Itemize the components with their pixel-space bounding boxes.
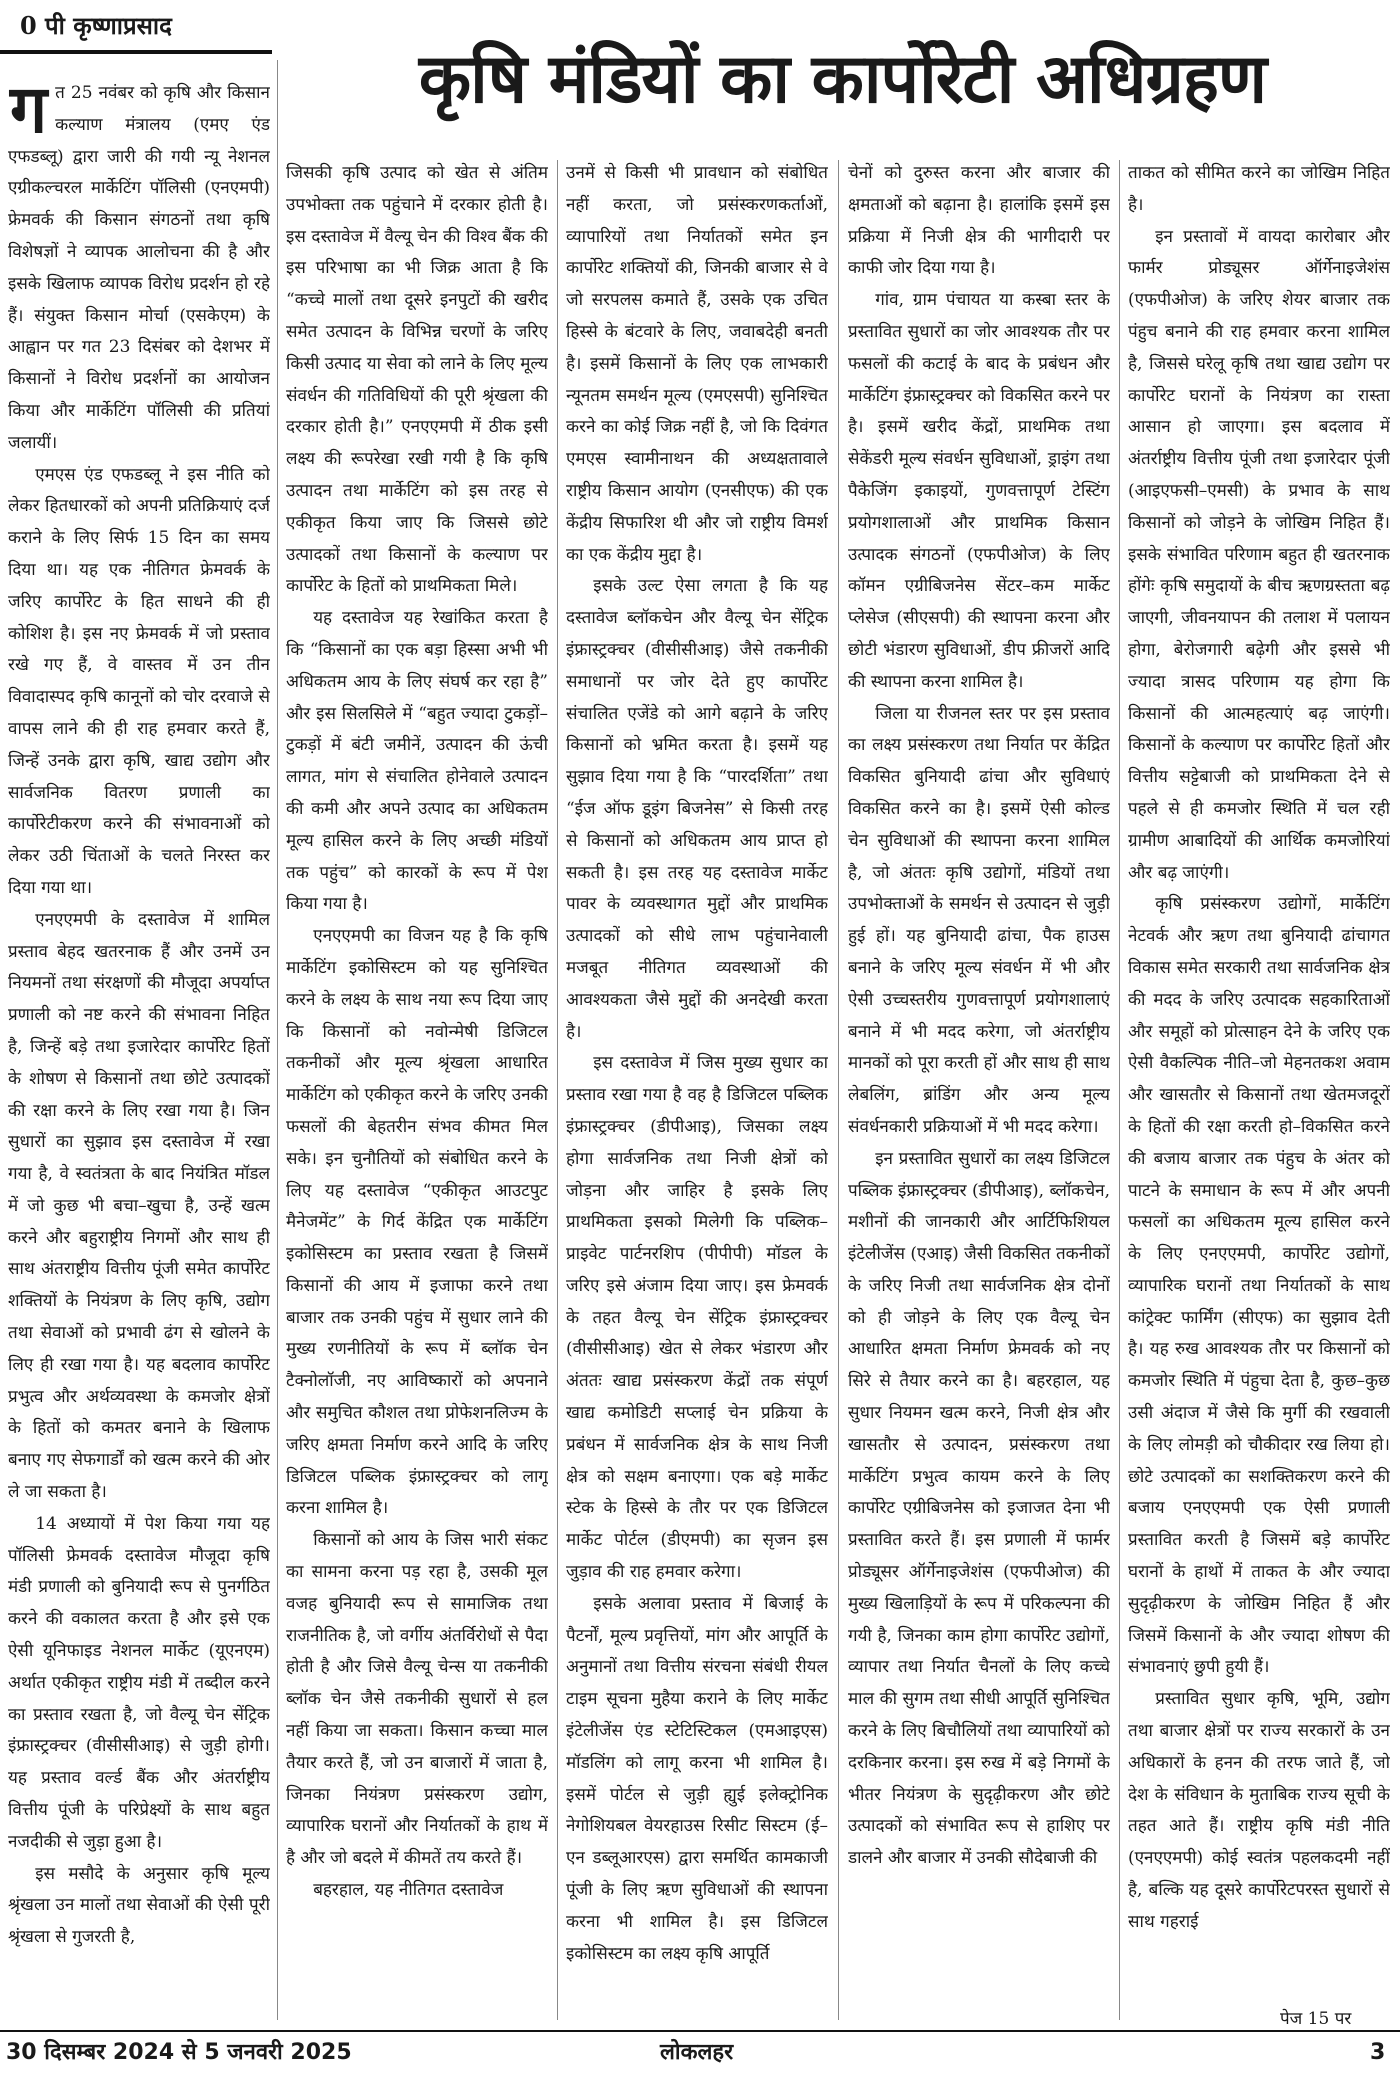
- column-divider: [557, 160, 558, 2020]
- article-column-5: [1128, 158, 1390, 2000]
- page-number: 3: [1370, 2040, 1386, 2065]
- paragraph: प्रस्तावित सुधार कृषि, भूमि, उद्योग तथा बाजार क्षेत्रों पर राज्य सरकारों के उन अधिकारों के हनन की तरफ जाते हैं, जो देश के संविधान के मुताबिक राज्य सूची के तहत आते हैं। राष्ट्रीय कृषि मंडी नीति (एनएएमपी) कोई स्वतंत्र पहलकदमी नहीं है, बल्कि यह दूसरे कार्पोरेटपरस्त सुधारों से साथ गहराई: [1128, 1689, 1390, 1932]
- paragraph: चेनों को दुरुस्त करना और बाजार की क्षमताओं को बढ़ाना है। हालांकि इसमें इस प्रक्रिया में निजी क्षेत्र की भागीदारी पर काफी जोर दिया गया है।: [848, 163, 1110, 279]
- paragraph: इसके उल्ट ऐसा लगता है कि यह दस्तावेज ब्लॉकचेन और वैल्यू चेन सेंट्रिक इंफ्रास्ट्रक्चर (वीसीसीआइ) जैसे तकनीकी समाधानों पर जोर देते हुए कार्पोरेट संचालित एजेंडे को आगे बढ़ाने के जरिए किसानों को भ्रमित करता है। इसमें यह सुझाव दिया गया है कि “पारदर्शिता” तथा “ईज ऑफ डूइंग बिजनेस” से किसी तरह से किसानों को अधिकतम आय प्राप्त हो सकती है। इस तरह यह दस्तावेज मार्केट पावर के व्यवस्थागत मुद्दों और प्राथमिक उत्पादकों को सीधे लाभ पहुंचानेवाली मजबूत नीतिगत व्यवस्थाओं की आवश्यकता जैसे मुद्दों की अनदेखी करता है।: [566, 576, 828, 1042]
- paragraph-text: त 25 नवंबर को कृषि और किसान कल्याण मंत्रालय (एमए एंड एफडब्लू) द्वारा जारी की गयी न्यू नेशनल एग्रीकल्चरल मार्केटिंग पॉलिसी (एनएमपी) फ्रेमवर्क की किसान संगठनों तथा कृषि विशेषज्ञों ने व्यापक आलोचना की है और इसके खिलाफ व्यापक विरोध प्रदर्शन हो रहे हैं। संयुक्त किसान मोर्चा (एसकेएम) के आह्वान पर गत 23 दिसंबर को देशभर में किसानों ने विरोध प्रदर्शनों का आयोजन किया और मार्केटिंग पॉलिसी की प्रतियां जलायीं।: [8, 83, 270, 453]
- drop-cap: ग: [10, 78, 48, 148]
- article-column-4: [848, 158, 1110, 2000]
- paragraph: इस मसौदे के अनुसार कृषि मूल्य श्रृंखला उन मालों तथा सेवाओं की ऐसी पूरी श्रृंखला से गुजरती है,: [8, 1863, 270, 1948]
- issue-date: 30 दिसम्बर 2024 से 5 जनवरी 2025: [6, 2040, 352, 2065]
- paragraph: एनएएमपी का विजन यह है कि कृषि मार्केटिंग इकोसिस्टम को यह सुनिश्चित करने के लक्ष्य के साथ नया रूप दिया जाए कि किसानों को नवोन्मेषी डिजिटल तकनीकों और मूल्य श्रृंखला आधारित मार्केटिंग को एकीकृत करने के जरिए उनकी फसलों की बेहतरीन संभव कीमत मिल सके। इन चुनौतियों को संबोधित करने के लिए यह दस्तावेज “एकीकृत आउटपुट मैनेजमेंट” के गिर्द केंद्रित एक मार्केटिंग इकोसिस्टम का प्रस्ताव रखता है जिसमें किसानों की आय में इजाफा करने तथा बाजार तक उनकी पहुंच में सुधार लाने की मुख्य रणनीतियों के रूप में ब्लॉक चेन टैक्नोलॉजी, नए आविष्कारों को अपनाने और समुचित कौशल तथा प्रोफेशनलिज्म के जरिए क्षमता निर्माण करने आदि के जरिए डिजिटल पब्लिक इंफ्रास्ट्रक्चर को लागू करना शामिल है।: [286, 926, 548, 1519]
- column-divider: [277, 60, 278, 2020]
- paragraph: जिला या रीजनल स्तर पर इस प्रस्ताव का लक्ष्य प्रसंस्करण तथा निर्यात पर केंद्रित विकसित बुनियादी ढांचा और सुविधाएं विकसित करने का है। इसमें ऐसी कोल्ड चेन सुविधाओं की स्थापना करना शामिल है, जो अंततः कृषि उद्योगों, मंडियों तथा उपभोक्ताओं के समर्थन से उत्पादन से जुड़ी हुई हों। यह बुनियादी ढांचा, पैक हाउस बनाने के जरिए मूल्य संवर्धन में भी और ऐसी उच्चस्तरीय गुणवत्तापूर्ण प्रयोगशालाएं बनाने में भी मदद करेगा, जो अंतर्राष्ट्रीय मानकों को पूरा करती हों और साथ ही साथ लेबलिंग, ब्रांडिंग और अन्य मूल्य संवर्धनकारी प्रक्रियाओं में भी मदद करेगा।: [848, 703, 1110, 1137]
- article-column-3: [566, 158, 828, 2000]
- paragraph: यह दस्तावेज यह रेखांकित करता है कि “किसानों का एक बड़ा हिस्सा अभी भी अधिकतम आय के लिए संघर्ष कर रहा है” और इस सिलसिले में “बहुत ज्यादा टुकड़ों–टुकड़ों में बंटी जमीनें, उत्पादन की ऊंची लागत, मांग से संचालित होनेवाले उत्पादन की कमी और अपने उत्पाद का अधिकतम मूल्य हासिल करने के लिए अच्छी मंडियों तक पहुंच” को कारकों के रूप में पेश किया गया है।: [286, 608, 548, 915]
- paragraph: इसके अलावा प्रस्ताव में बिजाई के पैटर्नों, मूल्य प्रवृत्तियों, मांग और आपूर्ति के अनुमानों तथा वित्तीय संरचना संबंधी रीयल टाइम सूचना मुहैया कराने के लिए मार्केट इंटेलीजेंस एंड स्टेटिस्टिकल (एमआइएस) मॉडलिंग को लागू करना भी शामिल है। इसमें पोर्टल से जुड़ी ह्युई इलेक्ट्रोनिक नेगोशियबल वेयरहाउस रिसीट सिस्टम (ई–एन डब्लूआरएस) द्वारा समर्थित कामकाजी पूंजी के लिए ऋण सुविधाओं की स्थापना करना भी शामिल है। इस डिजिटल इकोसिस्टम का लक्ष्य कृषि आपूर्ति: [566, 1593, 828, 1964]
- paragraph: एनएएमपी के दस्तावेज में शामिल प्रस्ताव बेहद खतरनाक हैं और उनमें उन नियमनों तथा संरक्षणों की मौजूदा अपर्याप्त प्रणाली को नष्ट करने की संभावना निहित है, जिन्हें बड़े तथा इजारेदार कार्पोरेट हितों के शोषण से किसानों तथा छोटे उत्पादकों की रक्षा करने के लिए रखा गया है। जिन सुधारों का सुझाव इस दस्तावेज में रखा गया है, वे स्वतंत्रता के बाद नियंत्रित मॉडल में जो कुछ भी बचा–खुचा है, उन्हें खत्म करने और बहुराष्ट्रीय निगमों और साथ ही साथ अंतराष्ट्रीय वित्तीय पूंजी समेत कार्पोरेट शक्तियों के नियंत्रण के लिए कृषि, उद्योग तथा सेवाओं को प्रभावी ढंग से खोलने के लिए ही रखा गया है। यह बदलाव कार्पोरेट प्रभुत्व और अर्थव्यवस्था के कमजोर क्षेत्रों के हितों को कमतर बनाने के खिलाफ बनाए गए सेफगार्डों को खत्म करने की ओर ले जा सकता है।: [8, 909, 270, 1503]
- byline-rule: [0, 50, 272, 54]
- column-divider: [838, 160, 839, 2020]
- author-byline: 0 पी कृष्णाप्रसाद: [20, 11, 172, 40]
- publication-name: लोकलहर: [660, 2040, 734, 2065]
- article-headline: कृषि मंडियों का कार्पोरेटी अधिग्रहण: [418, 40, 1267, 119]
- paragraph: गांव, ग्राम पंचायत या कस्बा स्तर के प्रस्तावित सुधारों का जोर आवश्यक तौर पर फसलों की कटाई के बाद के प्रबंधन और मार्केटिंग इंफ्रास्ट्रक्चर को विकसित करने पर है। इसमें खरीद केंद्रों, प्राथमिक तथा सेकेंडरी मूल्य संवर्धन सुविधाओं, ड्राइंग तथा पैकेजिंग इकाइयों, गुणवत्तापूर्ण टेस्टिंग प्रयोगशालाओं और प्राथमिक किसान उत्पादक संगठनों (एफपीओज) के लिए कॉमन एग्रीबिजनेस सेंटर–कम मार्केट प्लेसेज (सीएसपी) की स्थापना करना और छोटी भंडारण सुविधाओं, डीप फ्रीजरों आदि की स्थापना करना शामिल है।: [848, 290, 1110, 692]
- paragraph: किसानों को आय के जिस भारी संकट का सामना करना पड़ रहा है, उसकी मूल वजह बुनियादी रूप से सामाजिक तथा राजनीतिक है, जो वर्गीय अंतर्विरोधों से पैदा होती है और जिसे वैल्यू चेन्स या तकनीकी ब्लॉक चेन जैसे तकनीकी सुधारों से हल नहीं किया जा सकता। किसान कच्चा माल तैयार करते हैं, जो उन बाजारों में जाता है, जिनका नियंत्रण प्रसंस्करण उद्योग, व्यापारिक घरानों और निर्यातकों के हाथ में है और जो बदले में कीमतें तय करते हैं।: [286, 1530, 548, 1869]
- paragraph: ताकत को सीमित करने का जोखिम निहित है।: [1128, 163, 1390, 215]
- continuation-note: पेज 15 पर: [1280, 2009, 1352, 2029]
- column-divider: [1119, 160, 1120, 2020]
- paragraph: उनमें से किसी भी प्रावधान को संबोधित नहीं करता, जो प्रसंस्करणकर्ताओं, व्यापारियों तथा निर्यातकों समेत इन कार्पोरेट शक्तियों की, जिनकी बाजार से वे जो सरपलस कमाते हैं, उसके एक उचित हिस्से के बंटवारे के लिए, जवाबदेही बनती है। इसमें किसानों के लिए एक लाभकारी न्यूनतम समर्थन मूल्य (एमएसपी) सुनिश्चित करने का कोई जिक्र नहीं है, जो कि दिवंगत एमएस स्वामीनाथन की अध्यक्षतावाले राष्ट्रीय किसान आयोग (एनसीएफ) की एक केंद्रीय सिफारिश थी और जो राष्ट्रीय विमर्श का एक केंद्रीय मुद्दा है।: [566, 163, 828, 565]
- paragraph: [8, 78, 270, 460]
- paragraph: इन प्रस्तावित सुधारों का लक्ष्य डिजिटल पब्लिक इंफ्रास्ट्रक्चर (डीपीआइ), ब्लॉकचेन, मशीनों की जानकारी और आर्टिफिशियल इंटेलीजेंस (एआइ) जैसी विकसित तकनीकों के जरिए निजी तथा सार्वजनिक क्षेत्र दोनों को ही जोड़ने के लिए एक वैल्यू चेन आधारित क्षमता निर्माण फ्रेमवर्क को नए सिरे से तैयार करने का है। बहरहाल, यह सुधार नियमन खत्म करने, निजी क्षेत्र और खासतौर से उत्पादन, प्रसंस्करण तथा मार्केटिंग प्रभुत्व कायम करने के लिए कार्पोरेट एग्रीबिजनेस को इजाजत देना भी प्रस्तावित करते हैं। इस प्रणाली में फार्मर प्रोड्यूसर ऑर्गेनाइजेशंस (एफपीओज) की मुख्य खिलाड़ियों के रूप में परिकल्पना की गयी है, जिनका काम होगा कार्पोरेट उद्योगों, व्यापार तथा निर्यात चैनलों के लिए कच्चे माल की सुगम तथा सीधी आपूर्ति सुनिश्चित करने के लिए बिचौलियों तथा व्यापारियों को दरकिनार करना। इस रुख में बड़े निगमों के भीतर नियंत्रण के सुदृढ़ीकरण और छोटे उत्पादकों को संभावित रूप से हाशिए पर डालने और बाजार में उनकी सौदेबाजी की: [848, 1148, 1110, 1869]
- paragraph: इस दस्तावेज में जिस मुख्य सुधार का प्रस्ताव रखा गया है वह है डिजिटल पब्लिक इंफ्रास्ट्रक्चर (डीपीआइ), जिसका लक्ष्य होगा सार्वजनिक तथा निजी क्षेत्रों को जोड़ना और जाहिर है इसके लिए प्राथमिकता इसको मिलेगी कि पब्लिक–प्राइवेट पार्टनरशिप (पीपीपी) मॉडल के जरिए इसे अंजाम दिया जाए। इस फ्रेमवर्क के तहत वैल्यू चेन सेंट्रिक इंफ्रास्ट्रक्चर (वीसीसीआइ) खेत से लेकर भंडारण और अंततः खाद्य प्रसंस्करण केंद्रों तक संपूर्ण खाद्य कमोडिटी सप्लाई चेन प्रक्रिया के प्रबंधन में सार्वजनिक क्षेत्र के साथ निजी क्षेत्र को सक्षम बनाएगा। एक बड़े मार्केट स्टेक के हिस्से के तौर पर एक डिजिटल मार्केट पोर्टल (डीएमपी) का सृजन इस जुड़ाव की राह हमवार करेगा।: [566, 1053, 828, 1583]
- article-column-1: [8, 78, 270, 2000]
- paragraph: इन प्रस्तावों में वायदा कारोबार और फार्मर प्रोड्यूसर ऑर्गेनाइजेशंस (एफपीओज) के जरिए शेयर बाजार तक पंहुच बनाने की राह हमवार करना शामिल है, जिससे घरेलू कृषि तथा खाद्य उद्योग पर कार्पोरेट घरानों के नियंत्रण का रास्ता आसान हो जाएगा। इस बदलाव में अंतर्राष्ट्रीय वित्तीय पूंजी तथा इजारेदार पूंजी (आइएफसी–एमसी) के प्रभाव के साथ किसानों को जोड़ने के जोखिम निहित हैं। इसके संभावित परिणाम बहुत ही खतरनाक होंगेः कृषि समुदायों के बीच ऋणग्रस्तता बढ़ जाएगी, जीवनयापन की तलाश में पलायन होगा, बेरोजगारी बढ़ेगी और इससे भी ज्यादा त्रासद परिणाम यह होगा कि किसानों की आत्महत्याएं बढ़ जाएंगी। किसानों के कल्याण पर कार्पोरेट हितों और वित्तीय सट्टेबाजी को प्राथमिकता देने से पहले से ही कमजोर स्थिति में चल रही ग्रामीण आबादियों की आर्थिक कमजोरियां और बढ़ जाएंगी।: [1128, 226, 1390, 883]
- article-column-2: [286, 158, 548, 2000]
- paragraph: बहरहाल, यह नीतिगत दस्तावेज: [313, 1880, 504, 1901]
- paragraph: कृषि प्रसंस्करण उद्योगों, मार्केटिंग नेटवर्क और ऋण तथा बुनियादी ढांचागत विकास समेत सरकारी तथा सार्वजनिक क्षेत्र की मदद के जरिए उत्पादक सहकारिताओं और समूहों को प्रोत्साहन देने के जरिए एक ऐसी वैकल्पिक नीति–जो मेहनतकश अवाम और खासतौर से किसानों तथा खेतमजदूरों के हितों की रक्षा करती हो–विकसित करने की बजाय बाजार तक पंहुच के अंतर को पाटने के समाधान के रूप में और अपनी फसलों का अधिकतम मूल्य हासिल करने के लिए एनएएमपी, कार्पोरेट उद्योगों, व्यापारिक घरानों तथा निर्यातकों के साथ कांट्रेक्ट फार्मिंग (सीएफ) का सुझाव देती है। यह रुख आवश्यक तौर पर किसानों को कमजोर स्थिति में पंहुचा देता है, कुछ–कुछ उसी अंदाज में जैसे कि मुर्गी की रखवाली के लिए लोमड़ी को चौकीदार रख लिया हो। छोटे उत्पादकों का सशक्तिकरण करने की बजाय एनएएमपी एक ऐसी प्रणाली प्रस्तावित करती है जिसमें बड़े कार्पोरेट घरानों के हाथों में ताकत के और ज्यादा सुदृढ़ीकरण के जोखिम निहित हैं और जिसमें किसानों के और ज्यादा शोषण की संभावनाएं छुपी हुयी हैं।: [1128, 894, 1390, 1678]
- paragraph: एमएस एंड एफडब्लू ने इस नीति को लेकर हितधारकों को अपनी प्रतिक्रियाएं दर्ज कराने के लिए सिर्फ 15 दिन का समय दिया था। यह एक नीतिगत फ्रेमवर्क के जरिए कार्पोरेट के हित साधने की ही कोशिश है। इस नए फ्रेमवर्क में जो प्रस्ताव रखे गए हैं, वे वास्तव में उन तीन विवादास्पद कृषि कानूनों को चोर दरवाजे से वापस लाने की ही राह हमवार करते हैं, जिन्हें उनके द्वारा कृषि, खाद्य उद्योग और सार्वजनिक वितरण प्रणाली का कार्पोरेटीकरण करने की संभावनाओं को लेकर उठी चिंताओं के चलते निरस्त कर दिया गया था।: [8, 464, 270, 898]
- paragraph: 14 अध्यायों में पेश किया गया यह पॉलिसी फ्रेमवर्क दस्तावेज मौजूदा कृषि मंडी प्रणाली को बुनियादी रूप से पुनर्गठित करने की वकालत करता है और इसे एक ऐसी यूनिफाइड नेशनल मार्केट (यूएनएम) अर्थात एकीकृत राष्ट्रीय मंडी में तब्दील करने का प्रस्ताव रखता है, जो वैल्यू चेन सेंट्रिक इंफ्रास्ट्रक्चर (वीसीसीआइ) से जुड़ी होगी। यह प्रस्ताव वर्ल्ड बैंक और अंतर्राष्ट्रीय वित्तीय पूंजी के परिप्रेक्ष्यों के साथ बहुत नजदीकी से जुड़ा हुआ है।: [8, 1513, 270, 1852]
- paragraph: जिसकी कृषि उत्पाद को खेत से अंतिम उपभोक्ता तक पहुंचाने में दरकार होती है। इस दस्तावेज में वैल्यू चेन की विश्व बैंक की इस परिभाषा का भी जिक्र आता है कि “कच्चे मालों तथा दूसरे इनपुटों की खरीद समेत उत्पादन के विभिन्न चरणों के जरिए किसी उत्पाद या सेवा को लाने के लिए मूल्य संवर्धन की गतिविधियों की पूरी श्रृंखला की दरकार होती है।” एनएएमपी में ठीक इसी लक्ष्य की रूपरेखा रखी गयी है कि कृषि उत्पादन तथा मार्केटिंग को इस तरह से एकीकृत किया जाए कि जिससे छोटे उत्पादकों तथा किसानों के कल्याण पर कार्पोरेट के हितों को प्राथमिकता मिले।: [286, 163, 548, 597]
- footer-rule: [0, 2030, 1400, 2032]
